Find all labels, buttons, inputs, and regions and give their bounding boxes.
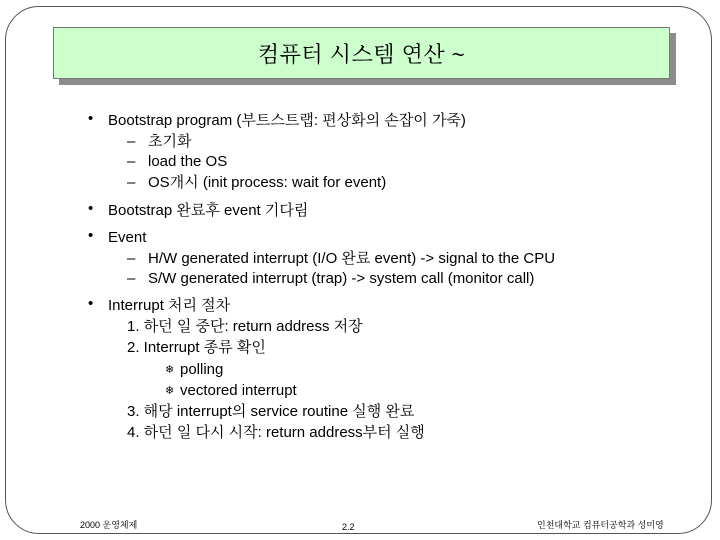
bullet-marker-2: • [88,200,94,217]
snowflake-icon: ❄ [165,364,175,376]
footer-left: 2000 운영체제 [80,520,138,530]
bullet-1-text: Bootstrap program (부트스트랩: 편상화의 손잡이 가죽) [108,112,466,129]
footer-right: 인천대학교 컴퓨터공학과 성미영 [537,520,664,530]
footer-page-number: 2.2 [342,522,355,532]
bullet-3-sub-2: S/W generated interrupt (trap) -> system call (monitor call) [148,270,535,287]
bullet-marker-3: • [88,227,94,244]
step-2-option-1: polling [180,361,224,378]
dash-marker-1c: – [127,174,136,191]
slide-title-text: 컴퓨터 시스템 연산 ~ [257,41,466,67]
snowflake-icon: ❄ [165,385,175,397]
bullet-1-sub-3: OS개시 (init process: wait for event) [148,174,387,191]
bullet-4-text: Interrupt 처리 절차 [108,297,231,314]
step-2: 2. Interrupt 종류 확인 [127,339,266,356]
bullet-3-sub-1: H/W generated interrupt (I/O 완료 event) -> signal to the CPU [148,250,556,267]
bullet-marker-4: • [88,295,94,312]
bullet-marker-1: • [88,110,94,127]
bullet-2-text: Bootstrap 완료후 event 기다림 [108,202,309,219]
dash-marker-3b: – [127,270,136,287]
bullet-1-sub-2: load the OS [148,153,228,170]
step-4: 4. 하던 일 다시 시작: return address부터 실행 [127,424,425,441]
step-1: 1. 하던 일 중단: return address 저장 [127,318,363,335]
bullet-1-sub-1: 초기화 [148,133,192,150]
bullet-3-text: Event [108,229,147,246]
dash-marker-1a: – [127,133,136,150]
step-2-option-2: vectored interrupt [180,382,297,399]
dash-marker-1b: – [127,153,136,170]
step-3: 3. 해당 interrupt의 service routine 실행 완료 [127,403,415,420]
dash-marker-3a: – [127,250,136,267]
